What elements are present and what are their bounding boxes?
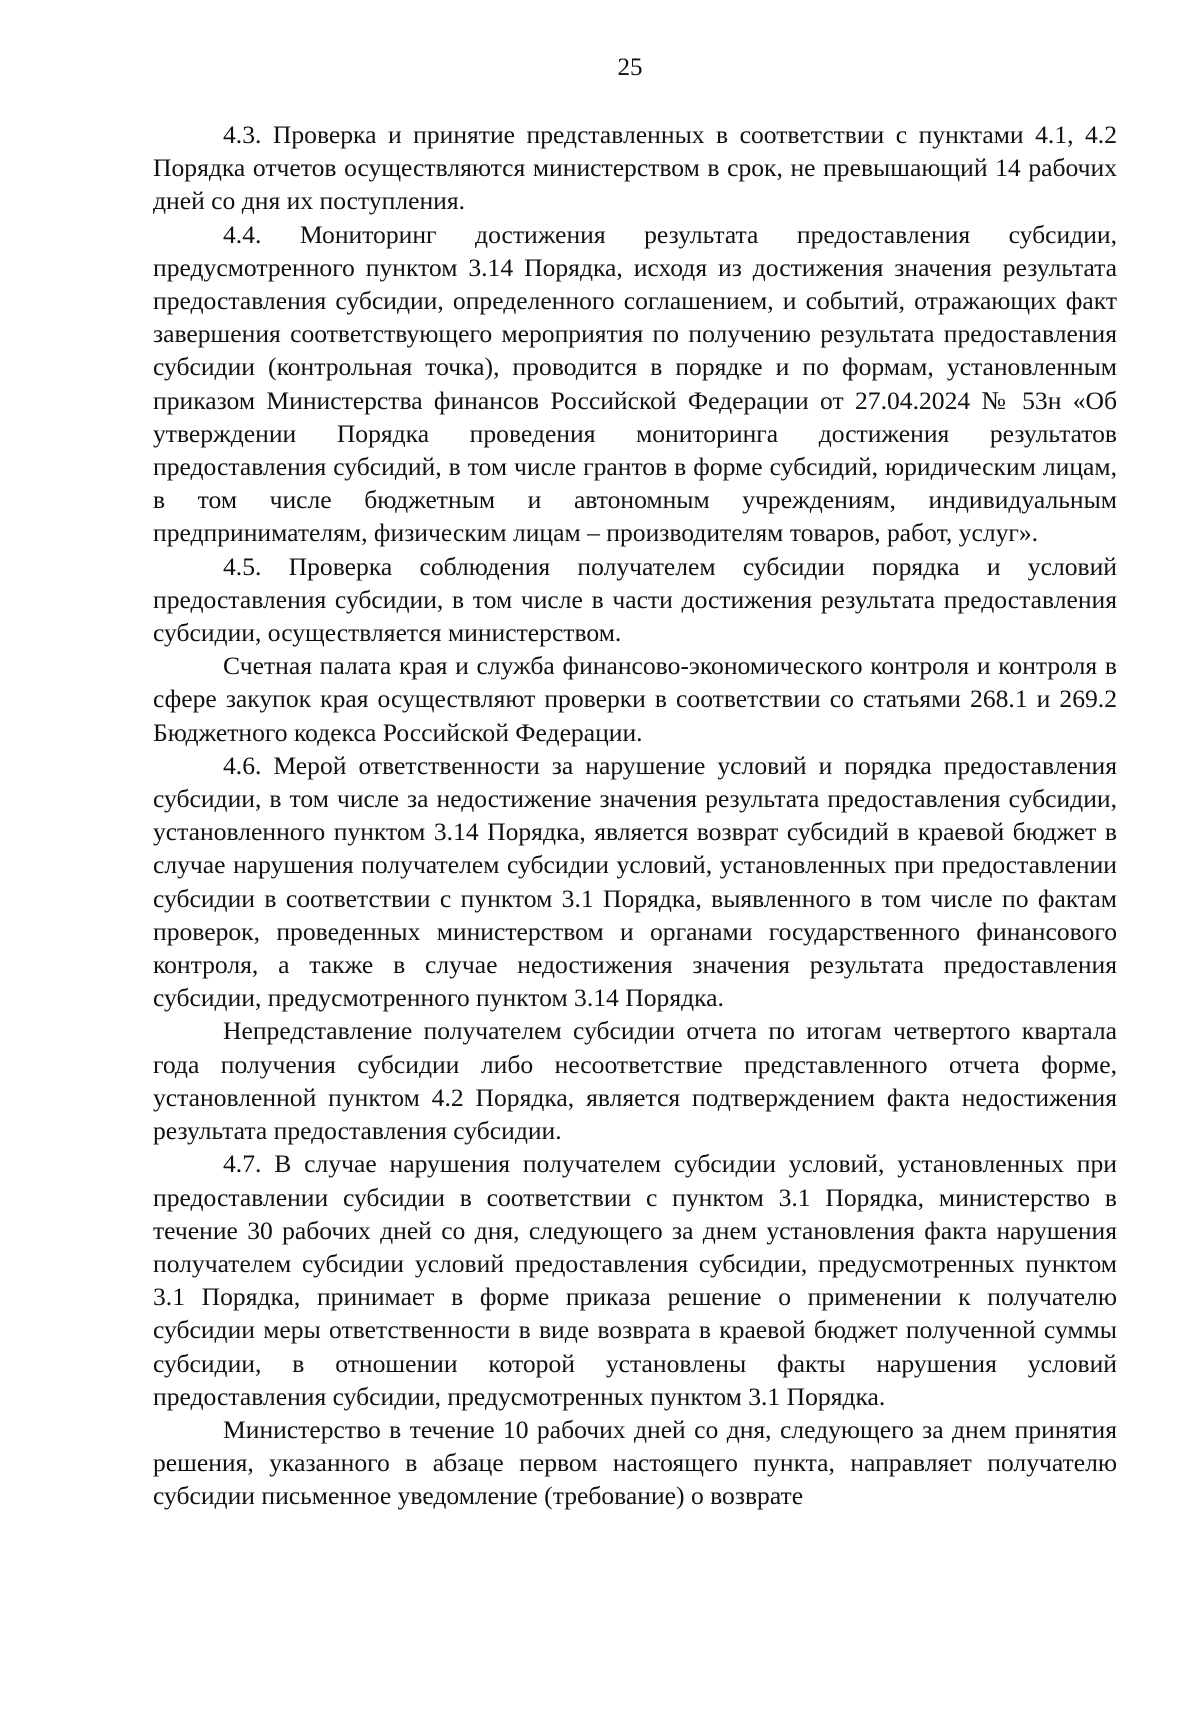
paragraph-audit-chamber: Счетная палата края и служба финансово-экономического контроля и контроля в сфере закупок края осуществляют проверки в соответствии со статьями 268.1 и 269.2 Бюджетного кодекса Российской Федерации.	[153, 651, 1117, 747]
paragraph-ministry-notice: Министерство в течение 10 рабочих дней со дня, следующего за днем принятия решения, указанного в абзаце первом настоящего пункта, направляет получателю субсидии письменное уведомление (требование) о возврате	[153, 1414, 1117, 1511]
paragraph-4-6: 4.6. Мерой ответственности за нарушение условий и порядка предоставления субсидии, в том числе за недостижение значения результата предоставления субсидии, установленного пунктом 3.14 Порядка, является возврат субсидий в краевой бюджет в случае нарушения получателем субсидии условий, установленных при предоставлении субсидии в соответствии с пунктом 3.1 Порядка, выявленного в том числе по фактам проверок, проведенных министерством и органами государственного финансового контроля, а также в случае недостижения значения результата предоставления субсидии, предусмотренного пунктом 3.14 Порядка.	[153, 750, 1117, 1013]
paragraph-non-submission: Непредставление получателем субсидии отчета по итогам четвертого квартала года получения субсидии либо несоответствие представленного отчета форме, установленной пунктом 4.2 Порядка, является подтверждением факта недостижения результата предоставления субсидии.	[153, 1016, 1117, 1146]
paragraph-4-7: 4.7. В случае нарушения получателем субсидии условий, установленных при предоставлении субсидии в соответствии с пунктом 3.1 Порядка, министерство в течение 30 рабочих дней со дня, следующего за днем установления факта нарушения получателем субсидии условий предоставления субсидии, предусмотренных пунктом 3.1 Порядка, принимает в форме приказа решение о применении к получателю субсидии меры ответственности в виде возврата в краевой бюджет полученной суммы субсидии, в отношении которой установлены факты нарушения условий предоставления субсидии, предусмотренных пунктом 3.1 Порядка.	[153, 1149, 1117, 1411]
paragraph-4-4: 4.4. Мониторинг достижения результата предоставления субсидии, предусмотренного пунктом 3.14 Порядка, исходя из достижения значения результата предоставления субсидии, определенного соглашением, и событий, отражающих факт завершения соответствующего мероприятия по получению результата предоставления субсидии (контрольная точка), проводится в порядке и по формам, установленным приказом Министерства финансов Российской Федерации от 27.04.2024 № 53н «Об утверждении Порядка проведения мониторинга достижения результатов предоставления субсидий, в том числе грантов в форме субсидий, юридическим лицам, в том числе бюджетным и автономным учреждениям, индивидуальным предпринимателям, физическим лицам – производителям товаров, работ, услуг».	[153, 219, 1117, 548]
page-number: 25	[617, 54, 643, 81]
paragraph-4-3: 4.3. Проверка и принятие представленных в соответствии с пунктами 4.1, 4.2 Порядка отчетов осуществляются министерством в срок, не превышающий 14 рабочих дней со дня их поступления.	[153, 120, 1117, 216]
paragraph-4-5: 4.5. Проверка соблюдения получателем субсидии порядка и условий предоставления субсидии, в том числе в части достижения результата предоставления субсидии, осуществляется министерством.	[153, 551, 1117, 648]
document-body	[153, 118, 1117, 1513]
